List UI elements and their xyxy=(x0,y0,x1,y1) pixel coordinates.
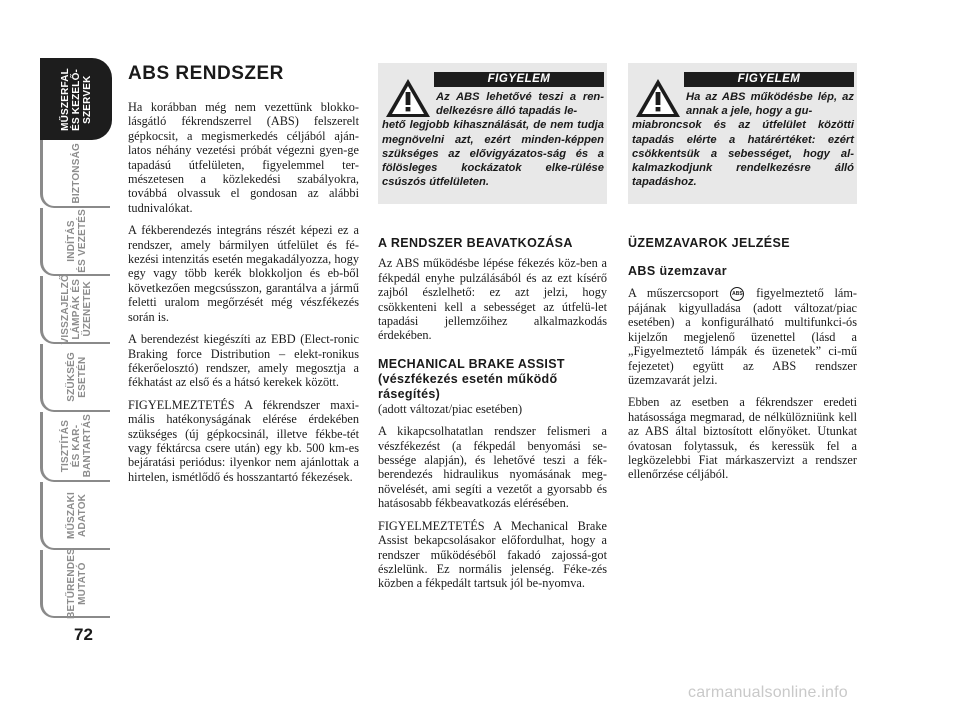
variant-note: (adott változat/piac esetében) xyxy=(378,401,523,416)
warning-text xyxy=(632,90,854,189)
tab-emergency[interactable] xyxy=(40,344,110,412)
paragraph: A berendezést kiegészíti az EBD (Elect-ronic Braking force Distribution – elekt-ronikus fékerőelosztó) rendszer, amely megosztja a fékhatást az első és a hátsó kerekek között. xyxy=(128,332,359,390)
paragraph: Az ABS működésbe lépése fékezés köz-ben a fékpedál enyhe pulzálásából és az ezt kísérő zajból észlelhető: ez azt jelzi, hogy csökkenteni kell a sebességet az útfelü-let tapadási jellemzőihez alkalmazkodás érdekében. xyxy=(378,256,607,343)
warning-text xyxy=(382,90,604,189)
intro-column xyxy=(128,100,359,492)
tab-label: BIZTONSÁG xyxy=(71,142,82,204)
abs-warning-icon: ABS xyxy=(730,287,744,301)
brake-assist-column xyxy=(378,236,607,599)
warning-header: FIGYELEM xyxy=(684,72,854,87)
warning-body: hető legjobb kihasználását, de nem tudja megnövelni azt, ezért minden-képpen szükséges az elővigyázatos-ság és a fölösleges kockázatok elke-rülése csúszós útfelületen. xyxy=(382,119,604,189)
tab-starting-driving[interactable] xyxy=(40,208,110,276)
heading-brake-assist: MECHANICAL BRAKE ASSIST xyxy=(378,356,565,371)
tab-label: INDÍTÁS ÉS VEZETÉS xyxy=(65,209,88,273)
warning-lead: Az ABS lehetővé teszi a ren-delkezésre álló tapadás le- xyxy=(436,91,604,118)
paragraph xyxy=(628,286,857,388)
tab-warning-lights[interactable] xyxy=(40,273,110,345)
watermark: carmanualsonline.info xyxy=(688,684,848,701)
chapter-sidebar xyxy=(40,0,110,709)
warning-body: miabroncsok és az útfelület közötti tapadás elérte a határértéket: ezért csökkentsük a sebességet, hogy al-kalmazkodjunk rendelkezésre álló tapadáshoz. xyxy=(632,119,854,189)
warning-lead: Ha az ABS működésbe lép, az annak a jele, hogy a gu- xyxy=(686,91,854,118)
tab-label: MŰSZAKI ADATOK xyxy=(65,491,88,539)
heading-brake-assist-sub: (vészfékezés esetén működő xyxy=(378,371,558,386)
heading-system-intervention: A RENDSZER BEAVATKOZÁSA xyxy=(378,236,573,250)
tab-instruments[interactable] xyxy=(40,58,112,140)
paragraph: Ha korábban még nem vezettünk blokko-lásgátló fékrendszerrel (ABS) felszerelt gépkocsit, a megismerkedés céljából aján-latos néhány vezetési próbát végezni gyen-ge tapadású útfelületen, figyelemmel ter-mészetesen a közlekedési szabályokra, továbbá olvassuk el gondosan az alábbi tudnivalókat. xyxy=(128,100,359,215)
tab-index[interactable] xyxy=(40,547,110,619)
tab-label: MŰSZERFAL ÉS KEZELŐ- SZERVEK xyxy=(59,67,93,131)
paragraph: Ebben az esetben a fékrendszer eredeti hatásossága megmarad, de nélkülözniünk kell az ABS által biztosított előnyöket. Utunkat óvatosan folytassuk, és keressük fel a legközelebbi Fiat márkaszervizt a rendszer ellenőrzése céljából. xyxy=(628,395,857,482)
text: figyelmeztető lám-pájának kigyulladása (adott változat/piac esetében) a konfigurálható multifunkci-ós kijelzőn megjelenő üzenettel (lásd a „Figyelmeztető lámpák és üzenetek” ci-mű fejezetet) együtt az ABS rendszer üzemzavarát jelzi. xyxy=(628,285,857,388)
heading-brake-assist-sub: rásegítés) xyxy=(378,386,441,401)
tab-label: SZÜKSÉG ESETÉN xyxy=(65,352,88,402)
paragraph: FIGYELMEZTETÉS A fékrendszer maxi-mális hatékonyságának elérése érdekében szükséges (új gépkocsinál, illetve fékbe-tét vagy féktárcsa csere után) egy kb. 500 km-es bejáratási periódus: ilyenkor nem ajánlottak a hirtelen, ismétlődő és hosszantartó fékezések. xyxy=(128,397,359,484)
tab-technical-data[interactable] xyxy=(40,482,110,550)
tab-maintenance[interactable] xyxy=(40,412,110,482)
heading-fault-signals: ÜZEMZAVAROK JELZÉSE xyxy=(628,236,791,250)
section-title: ABS RENDSZER xyxy=(128,63,284,84)
warning-header: FIGYELEM xyxy=(434,72,604,87)
text: A műszercsoport xyxy=(628,285,719,300)
tab-label: BETŰRENDES MUTATÓ xyxy=(65,547,88,619)
fault-column xyxy=(628,236,857,490)
page-number: 72 xyxy=(74,625,93,644)
warning-box xyxy=(378,63,607,204)
paragraph: FIGYELMEZTETÉS A Mechanical Brake Assist bekapcsolásakor előfordulhat, hogy a rendszer működéséből fakadó zajossá-got észlelünk. Ez normális jelenség. Féke-zés közben a fékpedált tartsuk jól be-nyomva. xyxy=(378,518,607,591)
warning-box xyxy=(628,63,857,204)
paragraph: A fékberendezés integráns részét képezi ez a rendszer, amely bármilyen útfelület és fé-kezési intenzitás esetén megakadályozza, hogy egy vagy több kerék blokkoljon és eb-ből következően megcsússzon, garantálva a jármű feletti uralom megőrzését még vészfékezés során is. xyxy=(128,223,359,324)
heading-abs-fault: ABS üzemzavar xyxy=(628,264,727,279)
tab-label: TISZTÍTÁS ÉS KAR- BANTARTÁS xyxy=(60,414,93,478)
paragraph: A kikapcsolhatatlan rendszer felismeri a vészfékezést (a fékpedál benyomási se-bessége alapján), és lehetővé teszi a fék-berendezés hidraulikus nyomásának meg-növelését, ami segíti a vezetőt a gyorsabb és hatásosabb fékbeavatkozás elérésében. xyxy=(378,424,607,511)
tab-label: VISSZAJELZŐ LÁMPÁK ÉS ÜZENETEK xyxy=(60,273,93,345)
tab-safety[interactable] xyxy=(40,140,110,208)
